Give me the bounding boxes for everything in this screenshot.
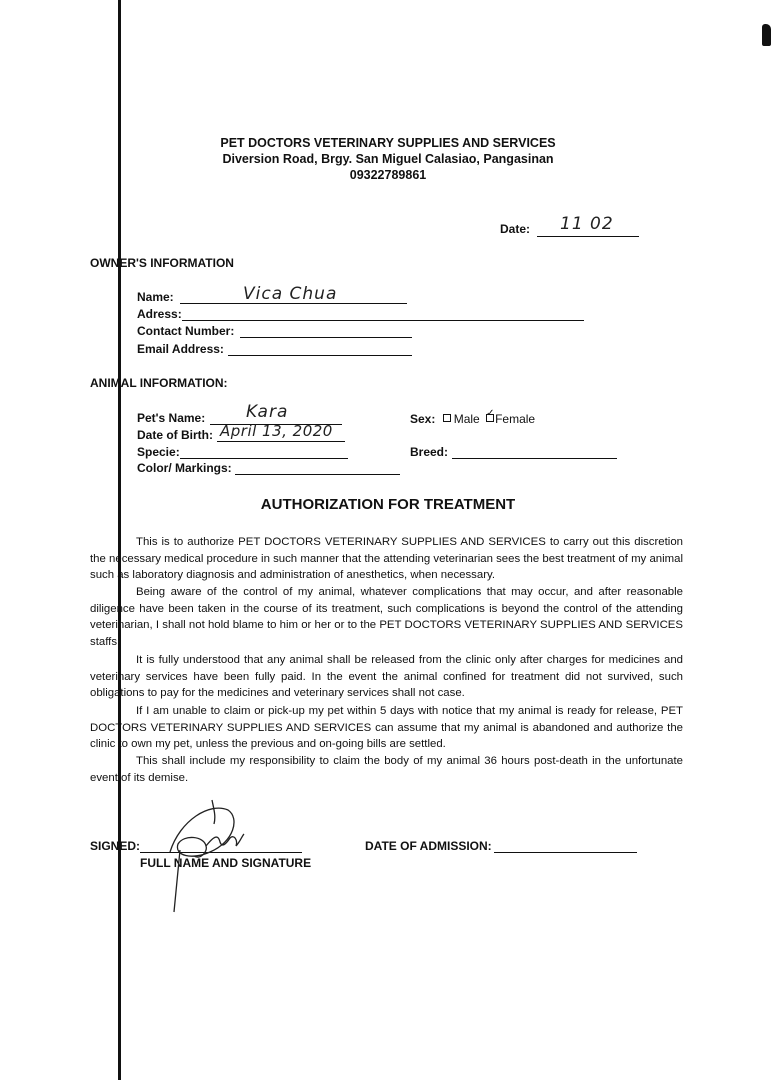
authorization-paragraph-4: If I am unable to claim or pick-up my pet within 5 days with notice that my animal is ready for release, PET DOCTORS VETERINARY SUPPLIES AND SERVICES can assume that my animal is abandoned and authorize the clinic to own my pet, unless the previous and on-going bills are settled.	[90, 705, 683, 750]
owner-contact-label: Contact Number:	[137, 324, 235, 338]
date-of-admission-label: DATE OF ADMISSION:	[365, 839, 492, 853]
authorization-paragraph-2: Being aware of the control of my animal, whatever complications that may occur, and after reasonable diligence have been taken in the course of its treatment, such complications is beyond the control of the attending veterinarian, I shall not hold blame to him or her or to the PET DOCTORS VETERINARY SUPPLIES AND SERVICES staffs.	[90, 586, 683, 648]
sex-male-label: Male	[453, 412, 480, 426]
company-address: Diversion Road, Brgy. San Miguel Calasiao, Pangasinan	[222, 152, 554, 166]
corner-mark	[762, 24, 771, 46]
check-mark-icon: ✓	[486, 408, 495, 419]
authorization-paragraph-5: This shall include my responsibility to claim the body of my animal 36 hours post-death in the unfortunate event of its demise.	[90, 755, 683, 784]
specie-label: Specie:	[137, 445, 180, 459]
date-value: 11 02	[560, 214, 614, 234]
specie-field[interactable]	[180, 458, 348, 459]
breed-field[interactable]	[452, 458, 617, 459]
sex-label: Sex:	[410, 412, 436, 426]
owner-name-label: Name:	[137, 290, 174, 304]
color-markings-field[interactable]	[235, 474, 400, 475]
authorization-paragraph-3: It is fully understood that any animal shall be released from the clinic only after charges for medicines and veterinary services have been fully paid. In the event the animal confined for treatment did not survived, such obligations to pay for the medicines and veterinary services shall not case.	[90, 654, 683, 699]
owner-email-field[interactable]	[228, 355, 412, 356]
color-markings-label: Color/ Markings:	[137, 461, 232, 475]
authorization-title: AUTHORIZATION FOR TREATMENT	[260, 496, 516, 513]
pet-name-label: Pet's Name:	[137, 411, 206, 425]
authorization-paragraph-1: This is to authorize PET DOCTORS VETERINARY SUPPLIES AND SERVICES to carry out this discretion the necessary medical procedure in such manner that the attending veterinarian sees the best treatment of my animal such as laboratory diagnosis and administration of anesthetics, when necessary.	[90, 536, 683, 581]
sex-female-label: Female	[495, 412, 536, 426]
owner-section-title: OWNER'S INFORMATION	[90, 256, 234, 270]
signature-caption: FULL NAME AND SIGNATURE	[140, 856, 312, 870]
signed-label: SIGNED:	[90, 839, 141, 853]
date-of-admission-field[interactable]	[494, 852, 637, 853]
animal-section-title: ANIMAL INFORMATION:	[90, 376, 228, 390]
breed-label: Breed:	[410, 445, 449, 459]
dob-field[interactable]	[217, 441, 345, 442]
dob-label: Date of Birth:	[137, 428, 213, 442]
owner-email-label: Email Address:	[137, 342, 224, 356]
sex-male-checkbox[interactable]	[443, 414, 451, 422]
handwritten-signature	[140, 790, 250, 920]
owner-address-label: Adress:	[137, 307, 182, 321]
letterhead	[0, 135, 776, 183]
owner-contact-field[interactable]	[240, 337, 412, 338]
dob-value: April 13, 2020	[220, 422, 333, 440]
owner-name-value: Vica Chua	[243, 284, 338, 304]
owner-address-field[interactable]	[182, 320, 584, 321]
date-field[interactable]	[537, 236, 639, 237]
company-name: PET DOCTORS VETERINARY SUPPLIES AND SERVICES	[220, 136, 556, 150]
sex-group	[410, 408, 536, 426]
sex-female-checkbox[interactable]	[486, 408, 495, 422]
company-phone: 09322789861	[349, 168, 427, 182]
date-label: Date:	[500, 222, 531, 236]
pet-name-value: Kara	[246, 402, 289, 422]
